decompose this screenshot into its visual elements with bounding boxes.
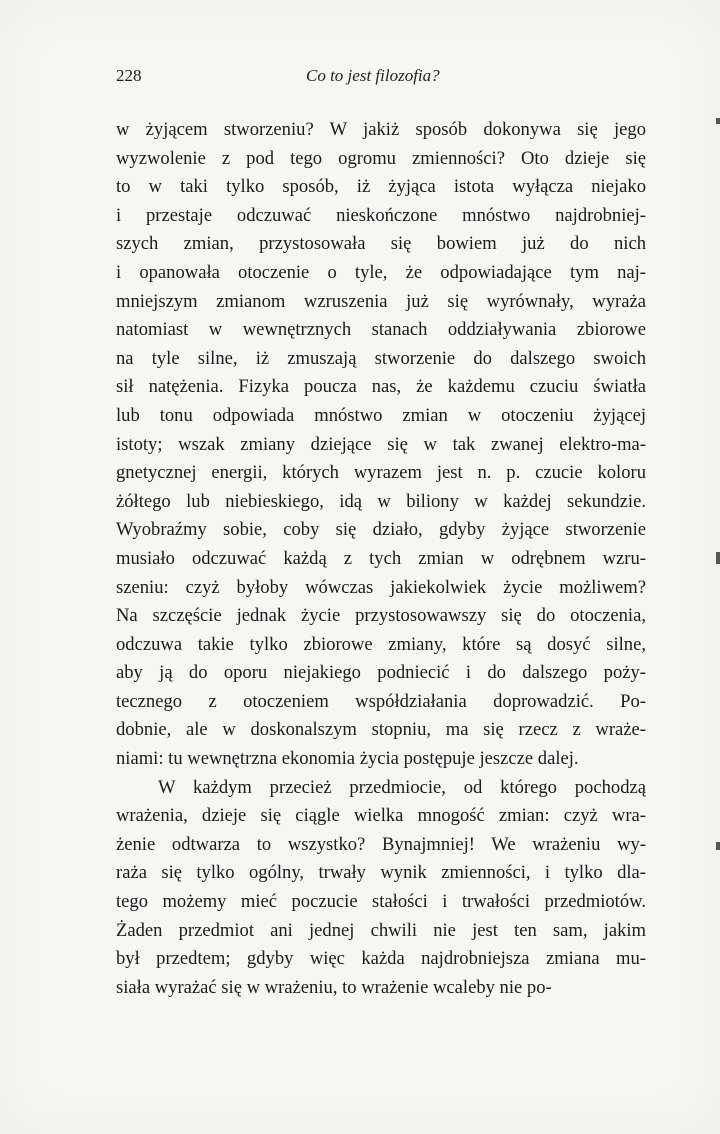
text-line: raża się tylko ogólny, trwały wynik zmienności, i tylko dla- xyxy=(116,862,646,884)
text-line: siała wyrażać się w wrażeniu, to wrażenie wcaleby nie po- xyxy=(116,976,552,998)
text-line: na tyle silne, iż zmuszają stworzenie do dalszego swoich xyxy=(116,347,646,369)
text-line: wyzwolenie z pod tego ogromu zmienności? Oto dzieje się xyxy=(116,147,646,169)
text-line: lub tonu odpowiada mnóstwo zmian w otoczeniu żyjącej xyxy=(116,404,646,426)
text-line: i opanowała otoczenie o tyle, że odpowiadające tym naj- xyxy=(116,261,646,283)
text-line: wrażenia, dzieje się ciągle wielka mnogość zmian: czyż wra- xyxy=(116,805,646,827)
text-line: to w taki tylko sposób, iż żyjąca istota wyłącza niejako xyxy=(116,176,646,198)
text-line: niami: tu wewnętrzna ekonomia życia postępuje jeszcze dalej. xyxy=(116,748,579,770)
text-line: Na szczęście jednak życie przystosowawszy się do otoczenia, xyxy=(116,605,646,627)
text-line: musiało odczuwać każdą z tych zmian w odrębnem wzru- xyxy=(116,547,646,569)
text-line: szeniu: czyż byłoby wówczas jakiekolwiek życie możliwem? xyxy=(116,576,646,598)
page-edge-mark xyxy=(716,118,720,124)
running-head xyxy=(116,66,646,92)
text-line: sił natężenia. Fizyka poucza nas, że każdemu czuciu światła xyxy=(116,376,646,398)
text-line: tecznego z otoczeniem współdziałania doprowadzić. Po- xyxy=(116,690,646,712)
text-line: aby ją do oporu niejakiego podniecić i do dalszego poży- xyxy=(116,662,646,684)
page-edge-mark xyxy=(716,552,720,564)
page-edge-mark xyxy=(716,842,720,850)
text-line: mniejszym zmianom wzruszenia już się wyrównały, wyraża xyxy=(116,290,646,312)
text-line: żółtego lub niebieskiego, idą w biliony w każdej sekundzie. xyxy=(116,490,646,512)
running-title: Co to jest filozofia? xyxy=(306,66,440,85)
text-line: gnetycznej energii, których wyrazem jest n. p. czucie koloru xyxy=(116,462,646,484)
text-line: Wyobraźmy sobie, coby się działo, gdyby żyjące stworzenie xyxy=(116,519,646,541)
body-text xyxy=(116,116,646,1002)
text-line: żenie odtwarza to wszystko? Bynajmniej! We wrażeniu wy- xyxy=(116,833,646,855)
text-line: był przedtem; gdyby więc każda najdrobniejsza zmiana mu- xyxy=(116,948,646,970)
text-line: W każdym przecież przedmiocie, od którego pochodzą xyxy=(158,776,646,798)
text-line: natomiast w wewnętrznych stanach oddziaływania zbiorowe xyxy=(116,319,646,341)
text-line: istoty; wszak zmiany dziejące się w tak zwanej elektro-ma- xyxy=(116,433,646,455)
text-line: dobnie, ale w doskonalszym stopniu, ma się rzecz z wraże- xyxy=(116,719,646,741)
text-line: w żyjącem stworzeniu? W jakiż sposób dokonywa się jego xyxy=(116,119,646,140)
text-line: szych zmian, przystosowała się bowiem już do nich xyxy=(116,233,646,255)
text-line: i przestaje odczuwać nieskończone mnóstwo najdrobniej- xyxy=(116,204,646,226)
page-number: 228 xyxy=(116,66,142,85)
text-line: odczuwa takie tylko zbiorowe zmiany, które są dosyć silne, xyxy=(116,633,646,655)
text-line: tego możemy mieć poczucie stałości i trwałości przedmiotów. xyxy=(116,891,646,913)
text-line: Żaden przedmiot ani jednej chwili nie jest ten sam, jakim xyxy=(116,919,646,941)
